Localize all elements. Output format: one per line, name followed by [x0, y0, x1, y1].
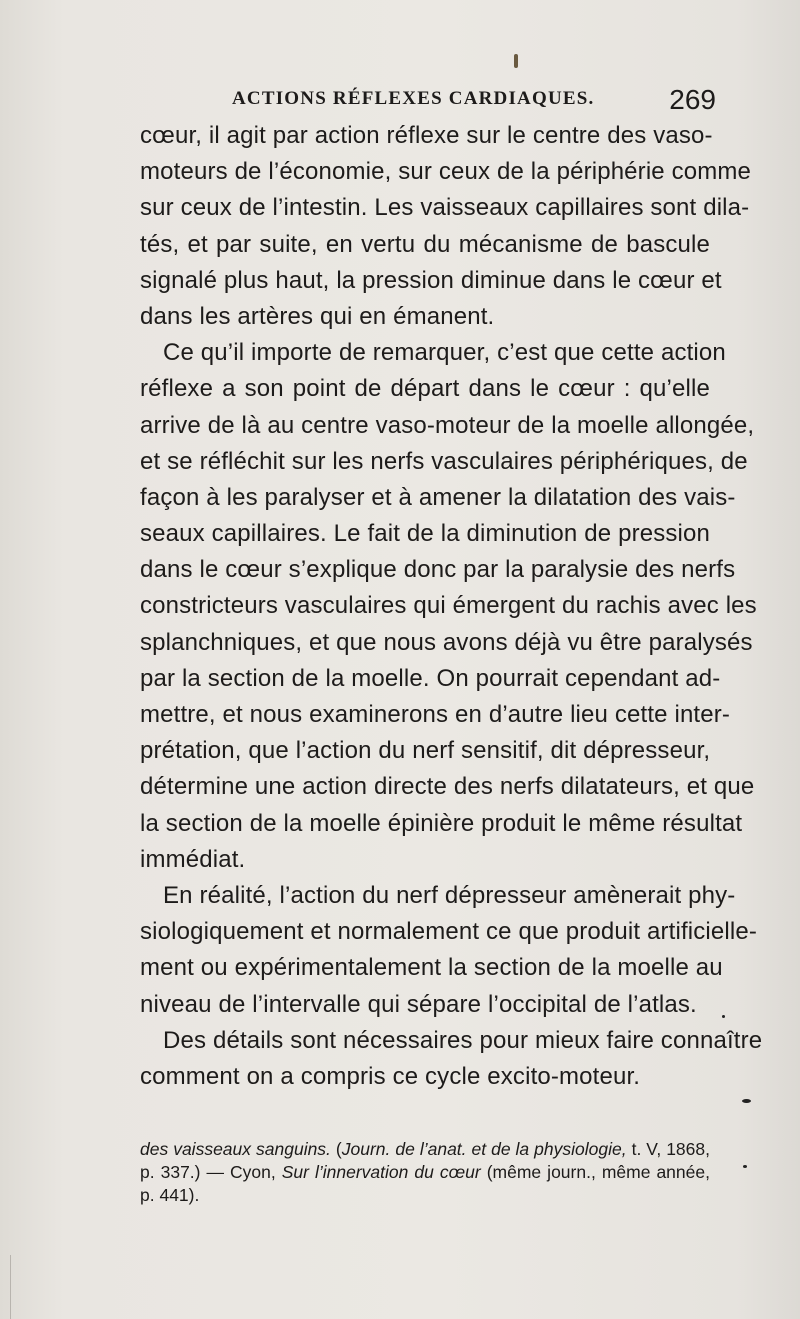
text-line: tés, et par suite, en vertu du mécanisme de bascule — [140, 230, 710, 258]
text-line: immédiat. — [140, 845, 246, 873]
footnote-line — [140, 1161, 710, 1184]
footnote-line — [140, 1138, 710, 1161]
text-line: prétation, que l’action du nerf sensitif, dit dépresseur, — [140, 737, 711, 765]
text-line: En réalité, l’action du nerf dépresseur amènerait phy- — [163, 881, 736, 909]
text-line: cœur, il agit par action réflexe sur le centre des vaso- — [140, 122, 713, 149]
text-line: signalé plus haut, la pression diminue dans le cœur et — [140, 266, 722, 294]
print-speck — [742, 1099, 751, 1103]
text-line: façon à les paralyser et à amener la dilatation des vais- — [140, 483, 736, 511]
text-line: splanchniques, et que nous avons déjà vu être paralysés — [140, 628, 753, 656]
text-line: dans les artères qui en émanent. — [140, 302, 495, 330]
text-line: constricteurs vasculaires qui émergent du rachis avec les — [140, 592, 757, 620]
text-line: par la section de la moelle. On pourrait cependant ad- — [140, 664, 721, 692]
text-line: seaux capillaires. Le fait de la diminution de pression — [140, 520, 710, 548]
footnote-article-title: Sur l’innervation du cœur — [281, 1162, 481, 1182]
text-line: arrive de là au centre vaso-moteur de la moelle allongée, — [140, 411, 755, 439]
text-line: réflexe a son point de départ dans le cœur : qu’elle — [140, 375, 710, 403]
footnote-line: p. 441). — [140, 1185, 200, 1205]
text-line: ment ou expérimentalement la section de la moelle au — [140, 954, 723, 982]
text-line: niveau de l’intervalle qui sépare l’occipital de l’atlas. — [140, 990, 697, 1018]
footnote-title: des vaisseaux sanguins. — [140, 1139, 331, 1159]
text-line: la section de la moelle épinière produit le même résultat — [140, 809, 743, 837]
footnote-ref: p. 337.) — Cyon, — [140, 1162, 276, 1182]
page-number: 269 — [669, 84, 716, 115]
page-edge-line — [10, 1255, 11, 1319]
page-header — [232, 84, 716, 114]
text-line: sur ceux de l’intestin. Les vaisseaux capillaires sont dila- — [140, 194, 750, 222]
text-line: Des détails sont nécessaires pour mieux faire connaître — [163, 1026, 763, 1054]
footnote-volume: t. V, 1868, — [631, 1139, 710, 1159]
body-text — [140, 118, 763, 1095]
text-line: Ce qu’il importe de remarquer, c’est que cette action — [163, 339, 726, 367]
print-speck — [722, 1015, 725, 1018]
running-title: ACTIONS RÉFLEXES CARDIAQUES. — [232, 88, 595, 109]
text-line: mettre, et nous examinerons en d’autre lieu cette inter- — [140, 701, 731, 728]
footnote — [140, 1138, 710, 1207]
print-speck — [743, 1165, 747, 1168]
footnote-ref-detail: (même journ., même année, — [486, 1162, 710, 1182]
print-speck — [514, 54, 518, 68]
text-line: détermine une action directe des nerfs dilatateurs, et que — [140, 773, 755, 801]
text-line: et se réfléchit sur les nerfs vasculaires périphériques, de — [140, 447, 748, 475]
text-line: moteurs de l’économie, sur ceux de la périphérie comme — [140, 158, 752, 186]
footnote-paren: ( — [335, 1139, 342, 1159]
text-line: comment on a compris ce cycle excito-moteur. — [140, 1062, 641, 1090]
text-line: siologiquement et normalement ce que produit artificielle- — [140, 918, 758, 946]
footnote-journal: Journ. de l’anat. et de la physiologie, — [341, 1139, 627, 1159]
text-line: dans le cœur s’explique donc par la paralysie des nerfs — [140, 556, 736, 584]
